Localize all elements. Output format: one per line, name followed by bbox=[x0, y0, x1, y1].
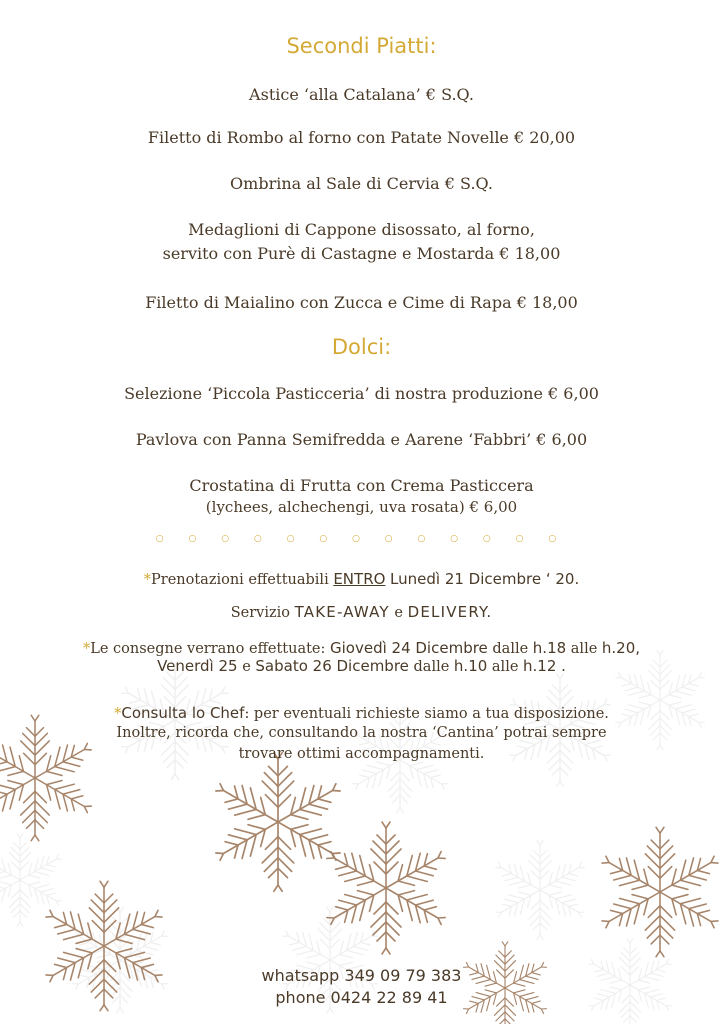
dessert-item-name: Crostatina di Frutta con Crema Pasticcera bbox=[189, 476, 534, 495]
chef-note-line1: *Consulta lo Chef: per eventuali richieste siamo a tua disposizione. bbox=[114, 704, 609, 722]
dessert-item: Selezione ‘Piccola Pasticceria’ di nostra produzione € 6,00 bbox=[124, 384, 599, 403]
booking-note: *Prenotazioni effettuabili ENTRO Lunedì 21 Dicembre ‘ 20. bbox=[143, 570, 580, 588]
dish-item: Astice ‘alla Catalana’ € S.Q. bbox=[249, 85, 474, 104]
dolci-heading: Dolci: bbox=[331, 335, 392, 359]
dessert-item-detail: (lychees, alchechengi, uva rosata) € 6,00 bbox=[205, 498, 518, 516]
dessert-item: Pavlova con Panna Semifredda e Aarene ‘Fabbri’ € 6,00 bbox=[135, 430, 588, 449]
dish-item: Filetto di Maialino con Zucca e Cime di Rapa € 18,00 bbox=[145, 293, 578, 312]
chef-note-line3: trovare ottimi accompagnamenti. bbox=[238, 746, 485, 762]
dish-item: Filetto di Rombo al forno con Patate Novelle € 20,00 bbox=[147, 128, 576, 147]
dish-item: servito con Purè di Castagne e Mostarda € 18,00 bbox=[162, 244, 561, 263]
secondi-heading: Secondi Piatti: bbox=[286, 34, 437, 58]
entro-label: ENTRO bbox=[333, 570, 386, 588]
whatsapp-contact[interactable]: whatsapp 349 09 79 383 bbox=[261, 966, 462, 985]
phone-contact[interactable]: phone 0424 22 89 41 bbox=[275, 988, 448, 1007]
chef-label: Consulta lo Chef bbox=[121, 704, 245, 722]
dish-item: Ombrina al Sale di Cervia € S.Q. bbox=[230, 174, 493, 193]
dots-divider: ○ ○ ○ ○ ○ ○ ○ ○ ○ ○ ○ ○ ○ bbox=[155, 534, 568, 544]
delivery-note-line2: Venerdì 25 e Sabato 26 Dicembre dalle h.10 alle h.12 . bbox=[157, 657, 566, 675]
chef-note-line2: Inoltre, ricorda che, consultando la nostra ‘Cantina’ potrai sempre bbox=[116, 725, 607, 741]
dish-item-line1: Medaglioni di Cappone disossato, al forno, bbox=[188, 220, 535, 239]
delivery-note-line1: *Le consegne verrano effettuate: Giovedì 24 Dicembre dalle h.18 alle h.20, bbox=[82, 639, 641, 657]
service-note: Servizio TAKE-AWAY e DELIVERY. bbox=[230, 603, 493, 621]
